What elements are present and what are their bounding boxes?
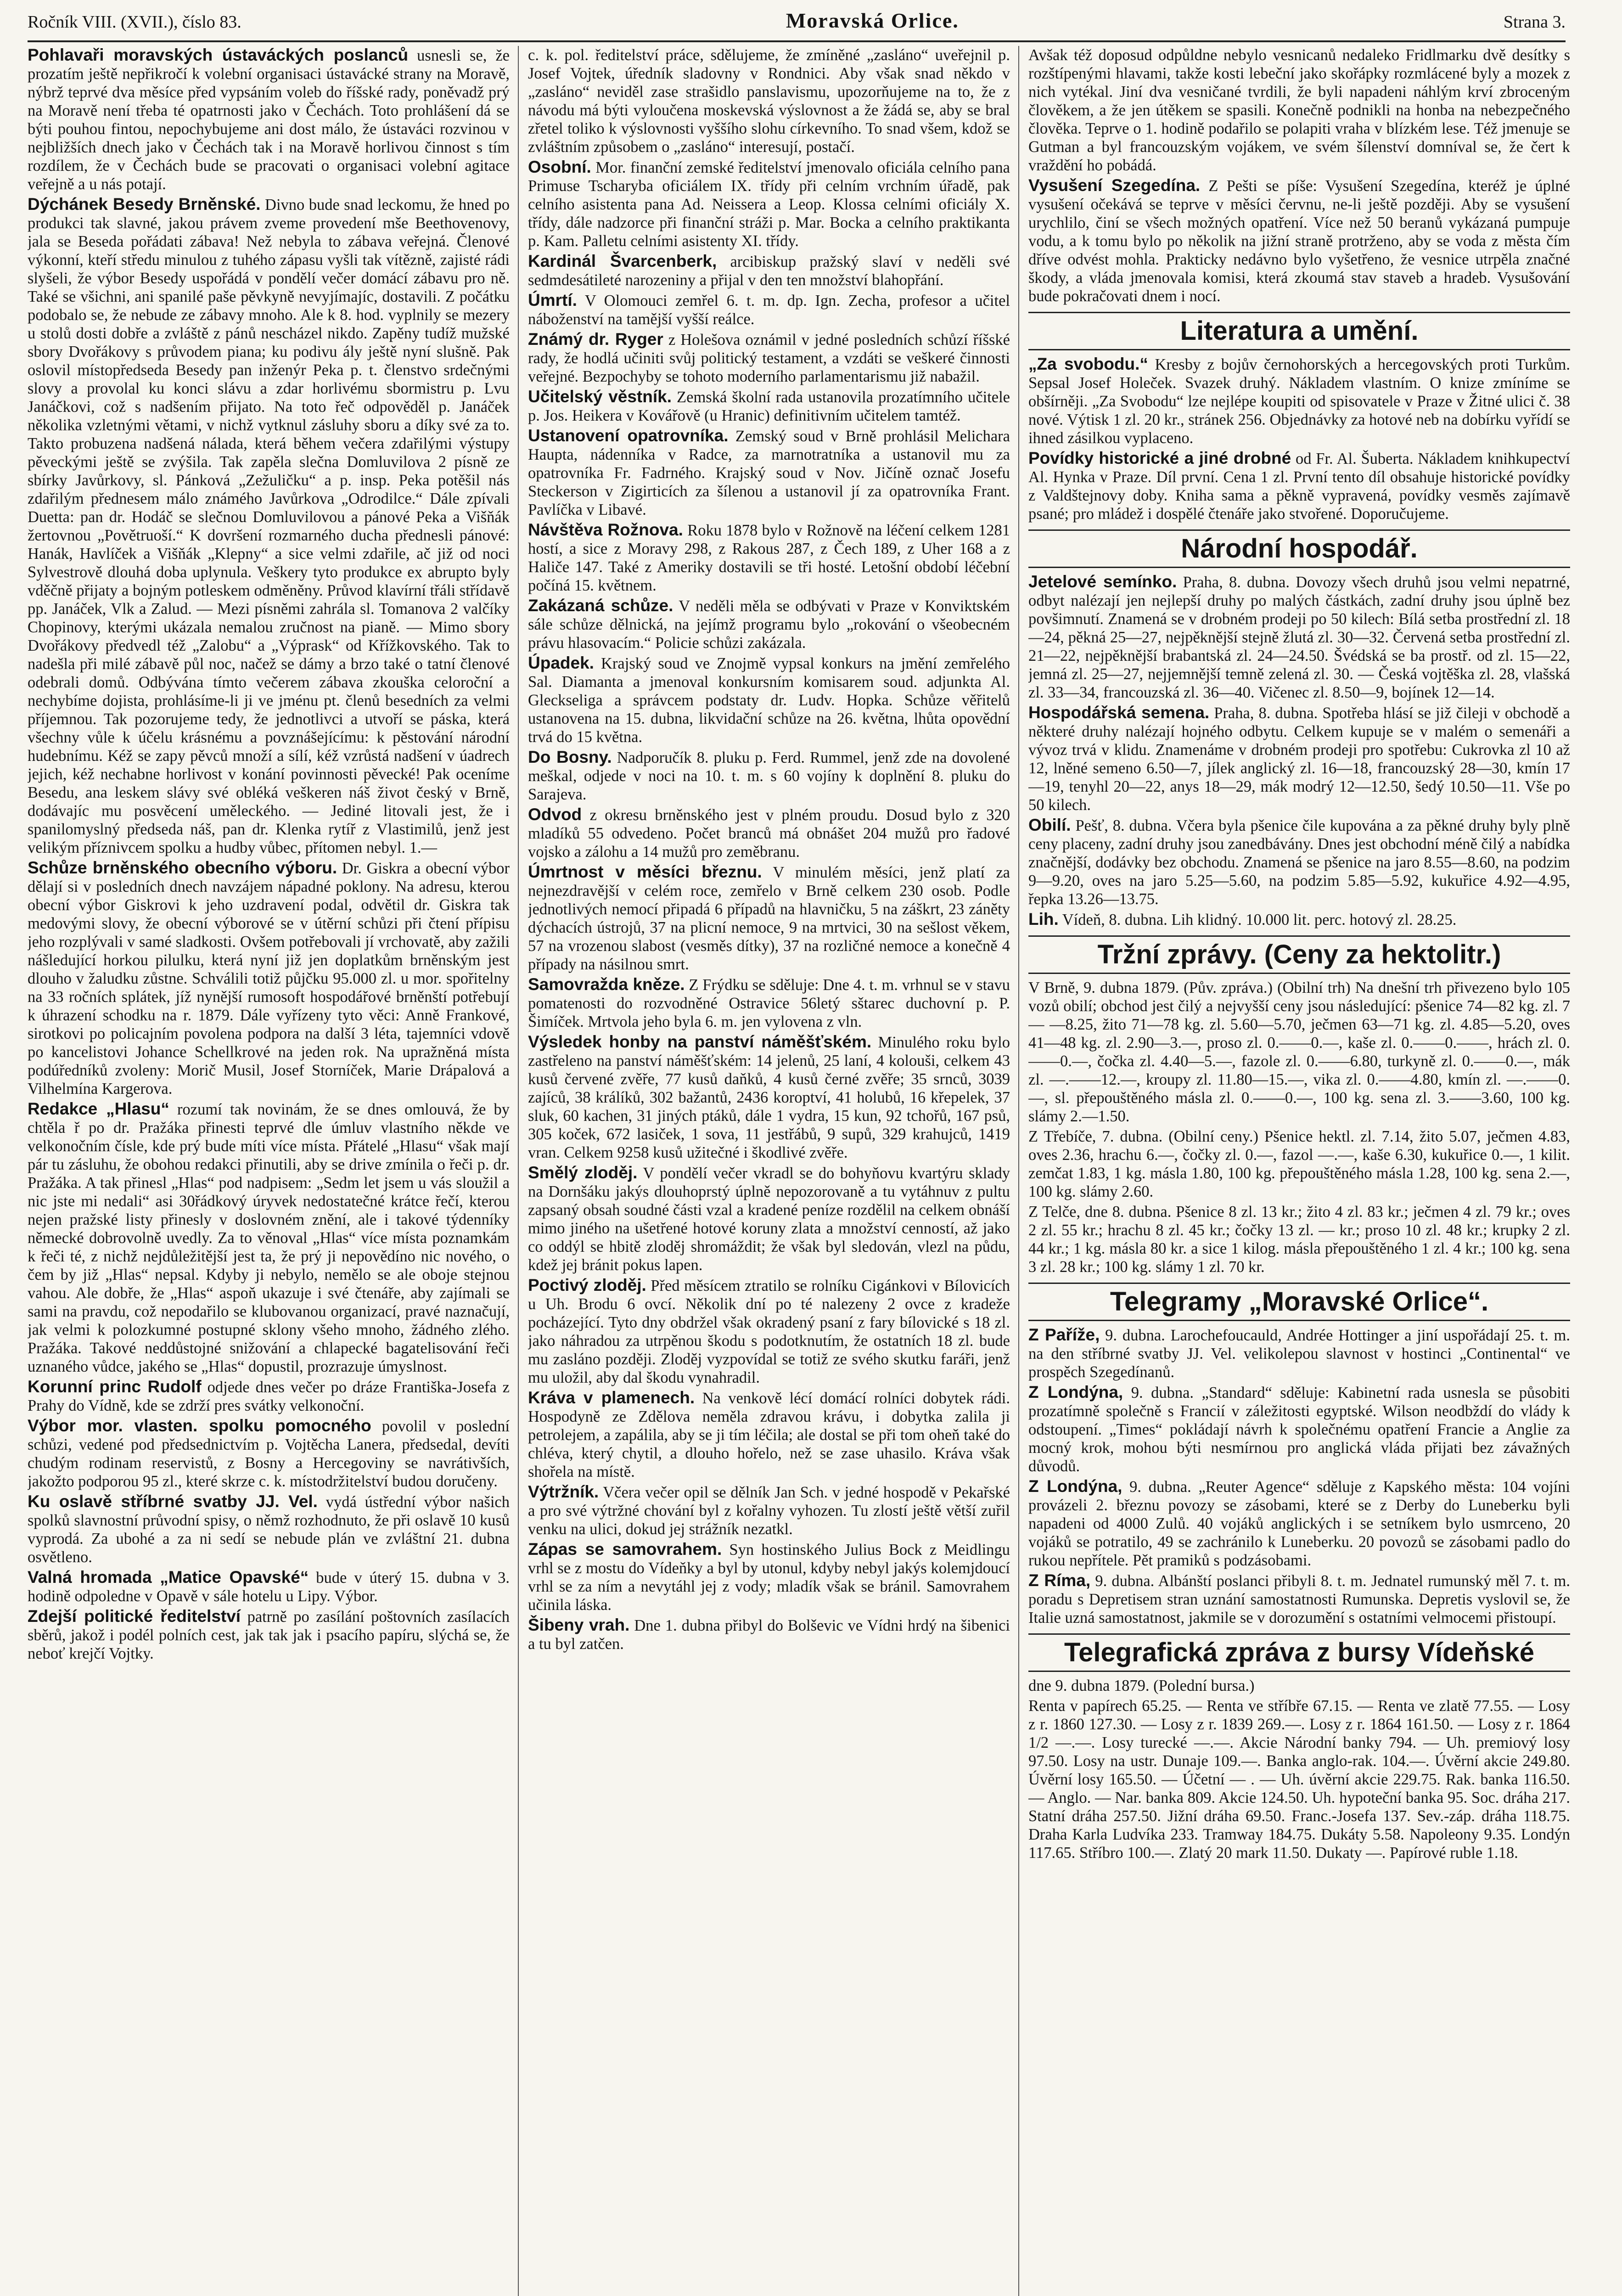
article-text: bude v úterý 15. dubna v 3. hodině odpoledne v Opavě v sále hotelu u Lipy. Výbor. — [28, 1569, 510, 1605]
article-text: vydá ústřední výbor našich spolků slavnostní průvodní spisy, o němž rozhodnuto, že při oslavě 10 kusů vyprodá. Za ubohé a za ni sedí se nebude plán ve zvláštní 21. dubna osvětleno. — [28, 1493, 510, 1566]
article-headline: Smělý zloděj. — [528, 1163, 638, 1182]
article-paragraph — [528, 291, 1010, 328]
column-3 — [1028, 46, 1570, 2296]
article-headline: Z Londýna, — [1028, 1477, 1122, 1496]
page-header — [28, 8, 1566, 36]
article-text: arcibiskup pražský slaví v neděli své sedmdesátileté narozeniny a přijal v den ten množství blahopřání. — [528, 253, 1010, 289]
article-paragraph — [1028, 816, 1570, 908]
article-headline: Učitelský věstník. — [528, 387, 672, 406]
article-text: Před měsícem ztratilo se rolníku Cigánkovi v Bílovicích u Uh. Brodu 6 ovcí. Několik dní po té nalezeny 2 ovce z kradeže pocházející. Tyto dny obdržel však okradený psaní z fary bílovické s 18 zl. jako náhradou za utrpěnou škodu s podotknutím, že ostatních 18 zl. bude mu zasláno později. Zloděj vyzpovídal se totiž ze svého skutku faráři, jenž mu uložil, aby dal škodu vynahradil. — [528, 1277, 1010, 1386]
article-headline: Kardinál Švarcenberk, — [528, 252, 717, 270]
issue-info: Ročník VIII. (XVII.), číslo 83. — [28, 12, 241, 32]
article-paragraph — [528, 1276, 1010, 1387]
article-headline: Zakázaná schůze. — [528, 596, 673, 615]
article-headline: Z Londýna, — [1028, 1383, 1123, 1401]
section-heading-markets: Tržní zprávy. (Ceny za hektolitr.) — [1028, 935, 1570, 974]
article-text: Kresby z bojův černohorských a hercegovských proti Turkům. Sepsal Josef Holeček. Svazek druhý. Nákladem vlastním. O knize zmíníme se obšírněji. „Za Svobodu“ lze nejlépe koupiti od spisovatele v Praze v Žitné ulici č. 38 nové. Výtisk 1 zl. 20 kr., stránek 256. Objednávky za hotové neb na dobírku vyřídí se ihned zásilkou vyplaceno. — [1028, 356, 1570, 447]
article-headline: Jetelové semínko. — [1028, 572, 1177, 591]
article-headline: Šibeny vrah. — [528, 1615, 630, 1634]
article-text: 9. dubna. „Reuter Agence“ sděluje z Kapského města: 104 vojíni provázeli 2. březnu povozy se zásobami, které se z Derby do Luneberku byli napadeni od 4000 Zulů. 40 vojáků anglických i se setníkem bylo usmrceno, 20 vojáků se potratilo, 49 se zachránilo k Luneberku. 20 povozů se zásobami padlo do rukou nepřítele. Pět pramiků s podzásobami. — [1028, 1478, 1570, 1569]
article-text: Krajský soud ve Znojmě vypsal konkurs na jmění zemřelého Sal. Diamanta a jmenoval konkursním komisarem soud. adjunkta Al. Gleckseliga a správcem podstaty dr. Ludv. Hopka. Schůze věřitelů ustanovena na 15. dubna, likvidační schůze na 26. května, lhůta opovědní trvá do 15 května. — [528, 655, 1010, 746]
article-text: patrně po zasílání poštovních zasílacích sběrů, jakož i podél polních cest, jak tak jak i psacího papíru, slýchá se, že neboť krejčí Vojtky. — [28, 1608, 510, 1662]
article-paragraph — [528, 805, 1010, 861]
article-paragraph — [28, 1100, 510, 1376]
section-heading-economy: Národní hospodář. — [1028, 529, 1570, 568]
article-headline: Z Paříže, — [1028, 1325, 1100, 1344]
article-headline: Výtržník. — [528, 1482, 599, 1501]
literature-block — [1028, 355, 1570, 523]
article-paragraph — [1028, 1326, 1570, 1381]
article-paragraph — [528, 975, 1010, 1031]
column-divider — [1018, 46, 1019, 2296]
article-paragraph — [528, 1483, 1010, 1538]
article-headline: „Za svobodu.“ — [1028, 355, 1148, 373]
article-paragraph — [528, 1389, 1010, 1481]
article-headline: Úmrtí. — [528, 291, 577, 310]
article-text: Syn hostinského Julius Bock z Meidlingu vrhl se z mostu do Vídeňky a byl by utonul, kdyby nebyl jakýs kolemjdoucí vrhl se za ním a nevytáhl jej z vody; mladík však se bránil. Samovrahem učinila láska. — [528, 1541, 1010, 1614]
article-paragraph — [1028, 355, 1570, 447]
article-headline: Z Ríma, — [1028, 1571, 1091, 1590]
markets-block — [1028, 979, 1570, 1276]
telegrams-block — [1028, 1326, 1570, 1627]
article-paragraph — [1028, 910, 1570, 929]
article-text: od Fr. Al. Šuberta. Nákladem knihkupectví Al. Hynka v Praze. Díl první. Cena 1 zl. První tento díl obsahuje historické povídky z Valdštejnovy doby. Kniha sama a pěkně vypravená, povídky vesměs zajímavě psané; pro mládež i dospělé čtenáře jako stvořené. Doporučujeme. — [1028, 450, 1570, 523]
article-headline: Samovražda kněze. — [528, 975, 685, 994]
article-text: V pondělí večer vkradl se do bohyňovu kvartýru sklady na Dornšáku jakýs dlouhoprstý úplně nepozorovaně a tu vytáhnuv z pultu zapsaný obsah soudné části vzal a kradené peníze rozdělil na celkem obnáší mimo jiného na ušetřené hotové koruny zlata a množství cenností, až jako co oddýl se hbitě zloděj shromáždit; že však byl sledován, vlezl na půdu, kdež jej bránit pokus lapen. — [528, 1165, 1010, 1274]
article-text: c. k. pol. ředitelství práce, sdělujeme, že zmíněné „zasláno“ uveřejnil p. Josef Vojtek, úředník sladovny v Rondnici. Aby však snad někdo v „zasláno“ neviděl zase strašidlo panslavismu, upozorňujeme na to, že z návodu má býti vyloučena moskevská výslovnost a že žádá se, aby se bral zřetel toliko k výslovnosti vyššího slohu církevního. To snad všem, kdož se zvláštním způsobem o „zasláno“ interesují, postačí. — [528, 46, 1010, 156]
article-headline: Dýchánek Besedy Brněnské. — [28, 195, 261, 214]
article-paragraph — [1028, 1697, 1570, 1862]
article-text: Nadporučík 8. pluku p. Ferd. Rummel, jenž zde na dovolené meškal, odjede v noci na 10. t. m. s 60 vojíny k doplnění 8. pluku do Sarajeva. — [528, 749, 1010, 803]
article-paragraph — [1028, 1477, 1570, 1570]
article-text: Minulého roku bylo zastřeleno na panství náměšťském: 14 jelenů, 25 laní, 4 kolouši, celkem 43 kusů červené zvěře, 77 kusů daňků, 4 kusů černé zvěře; 35 srnců, 3039 zajíců, 38 králíků, 302 bažantů, 2436 koroptví, 41 holubů, 16 křepelek, 37 sluk, 60 kachen, 31 jiných ptáků, dále 1 vydra, 15 kun, 92 tchořů, 167 psů, 305 koček, 672 lasiček, 1 sova, 11 jestřábů, 9 supů, 329 krahujců, 1419 vran. Celkem 9258 kusů užitečné i škodlivé zvěře. — [528, 1034, 1010, 1161]
article-paragraph — [528, 1540, 1010, 1614]
article-paragraph — [1028, 1203, 1570, 1276]
article-paragraph — [528, 252, 1010, 289]
header-rule — [28, 40, 1566, 42]
article-headline: Kráva v plamenech. — [528, 1388, 695, 1407]
article-headline: Výsledek honby na panství náměšťském. — [528, 1032, 872, 1051]
article-text: Z Pešti se píše: Vysušení Szegedína, kteréž je úplné vysušení očekává se teprve v měsíci červnu, ne-li ještě později. Aby se vysušení urychlilo, činí se všech možných opatření. Více než 50 beranů vykázaná pumpuje vodu, a k tomu bylo po několik na jižní straně protrženo, aby se voda z města čím dříve odvést mohla. Prakticky nedávno bylo vyšetřeno, že vesnice utrpěla značné škody, a vláda jmenovala komisi, která zkoumá stav staveb a hradeb. Vysušování bude pokračovati dnem i nocí. — [1028, 177, 1570, 305]
article-text: V neděli měla se odbývati v Praze v Konviktském sále schůze dělnická, na jejímž programu bylo „rokování o všeobecném právu hlasovacím.“ Policie schůzi zakázala. — [528, 597, 1010, 652]
article-paragraph — [1028, 1127, 1570, 1201]
article-text: V Olomouci zemřel 6. t. m. dp. Ign. Zecha, profesor a učitel náboženství na tamější vyšší reálce. — [528, 292, 1010, 328]
article-text: Praha, 8. dubna. Spotřeba hlásí se již čileji v obchodě a některé druhy nalézají hojného odbytu. Celkem kupuje se v malém o semenáři a vývoz trvá v klidu. Znamenáme v drobném prodeji pro spotřebu: Cukrovka zl 10 až 12, lněné semeno 6.50—7, jílek anglický zl. 16—18, francouzský 28—30, kmín 17—19, tenyhl 20—22, anys 18—29, mák modrý 12—12.50, šedý 10.50—11. Vše po 50 kilech. — [1028, 704, 1570, 814]
article-text: Mor. finanční zemské ředitelství jmenovalo oficiála celního pana Primuse Tscharyba oficiálem IX. třídy při celním vrchním úřadě, pak celního asistenta pana Ad. Neissera a Leop. Klossa celními oficiály X. třídy, dále nadzorce při finanční stráži p. Mar. Bocka a celního praktikanta p. Kam. Palletu celními asistenty XI. třídy. — [528, 159, 1010, 250]
article-text: Dne 1. dubna přibyl do Bolševic ve Vídni hrdý na šibenici a tu byl zatčen. — [528, 1617, 1010, 1653]
article-headline: Vysušení Szegedína. — [1028, 176, 1201, 195]
article-paragraph — [1028, 573, 1570, 702]
article-headline: Ustanovení opatrovníka. — [528, 426, 729, 445]
article-paragraph — [1028, 46, 1570, 174]
article-headline: Obilí. — [1028, 816, 1071, 834]
article-headline: Do Bosny. — [528, 748, 612, 766]
article-paragraph — [28, 1492, 510, 1566]
article-paragraph — [28, 46, 510, 193]
section-heading-literature: Literatura a umění. — [1028, 312, 1570, 350]
article-headline: Poctivý zloděj. — [528, 1276, 646, 1294]
article-headline: Korunní princ Rudolf — [28, 1377, 202, 1396]
article-paragraph — [528, 1616, 1010, 1653]
article-text: odjede dnes večer po dráze Františka-Josefa z Prahy do Vídně, kde se zdrží pres svátky velkonoční. — [28, 1379, 510, 1414]
article-paragraph — [528, 521, 1010, 595]
article-text: Z Telče, dne 8. dubna. Pšenice 8 zl. 13 kr.; žito 4 zl. 83 kr.; ječmen 4 zl. 79 kr.; oves 2 zl. 55 kr.; hrachu 8 zl. 45 kr.; čočky 13 zl. — kr.; proso 10 zl. 48 kr.; krupky 2 zl. 44 kr.; 1 kg. másla 80 kr. a sice 1 kilog. másla přepouštěného 1 zl. 4 kr.; 100 kg. sena 3 zl. 28 kr.; 100 kg. slámy 1 zl. 70 kr. — [1028, 1203, 1570, 1276]
article-paragraph — [28, 859, 510, 1098]
article-paragraph — [528, 427, 1010, 519]
article-text: z okresu brněnského jest v plném proudu. Dosud bylo z 320 mladíků 55 odvedeno. Počet branců má obnášet 204 mužů pro řadové vojsko a zálohu a 14 mužů pro zeměbranu. — [528, 806, 1010, 861]
article-headline: Odvod — [528, 805, 582, 824]
article-paragraph — [528, 158, 1010, 250]
column-divider — [518, 46, 519, 2296]
article-paragraph — [28, 1607, 510, 1663]
article-paragraph — [528, 46, 1010, 156]
article-paragraph — [1028, 979, 1570, 1125]
economy-block — [1028, 573, 1570, 929]
article-headline: Zdejší politické ředitelství — [28, 1607, 241, 1626]
article-text: Roku 1878 bylo v Rožnově na léčení celkem 1281 hostí, a sice z Moravy 298, z Rakous 287, z Čech 189, z Uher 168 a z Haliče 147. Také z Ameriky dostavili se tři hosté. Letošní období léčební počíná 15. květnem. — [528, 522, 1010, 594]
article-text: 9. dubna. Larochefoucauld, Andrée Hottinger a jiní uspořádají 25. t. m. na den stříbrné svatby JJ. Vel. velikolepou slavnost v hostinci „Continental“ ve prospěch Szegedínanů. — [1028, 1327, 1570, 1381]
article-headline: Ku oslavě stříbrné svatby JJ. Vel. — [28, 1492, 318, 1511]
article-text: Praha, 8. dubna. Dovozy všech druhů jsou velmi nepatrné, odbyt nalézají jen nejlepší druhy po malých částkách, zadní druhy jsou úplně bez povšimnutí. Znamená se v drobném prodeji po 50 kilech: Bílá setba prostřední zl. 18—24, pěkná 25—27, nejpěknější stejně žlutá zl. 30—32. Červená setba prostřední zl. 21—22, nejpěknější brabantská zl. 24—24.50. Švédská se ba prostř. od zl. 15—22, jemná zl. 25—27, nejjemnější temně zelená zl. 30. — Česká vojtěška zl. 28, vlašská zl. 33—34, francouzská zl. 36—40. Vičenec zl. 8.50—9, bojínek 12—14. — [1028, 574, 1570, 701]
article-text: V Brně, 9. dubna 1879. (Pův. zpráva.) (Obilní trh) Na dnešní trh přivezeno bylo 105 vozů obilí; obchod jest čilý a nejvyšší ceny jsou následující: pšenice 74—82 kg. zl. 7 — —8.25, žito 71—78 kg. zl. 5.60—5.70, ječmen 63—71 kg. zl. 4.85—5.20, oves 41—48 kg. zl. 2.90—3.—, proso zl. 0.——0.—, kaše zl. 0.——0.——, hrách zl. 0.——0.—, čočka zl. 4.40—5.—, fazole zl. 0.——6.80, turkyně zl. 0.——0.—, mák zl. —.——12.—, kroupy zl. 11.80—15.—, vika zl. 0.——4.80, kmín zl. —.——0.—, sl. přepouštěného másla zl. 0.——0.—, 100 kg. sena zl. 3.——3.60, 100 kg. slámy 2.—1.50. — [1028, 979, 1570, 1125]
article-text: povolil v poslední schůzi, vedené pod předsednictvím p. Vojtěcha Lanera, předsedal, devíti chudým rodinam reservistů, z Bosny a Hercegoviny se navrátivších, jakožto podporou 95 zl., které skrze c. k. místodržitelství budou doručeny. — [28, 1418, 510, 1490]
bourse-block — [1028, 1677, 1570, 1862]
article-text: z Holešova oznámil v jedné posledních schůzí říšské rady, že hodlá učiniti svůj politický testament, a vzdáti se veškeré činnosti veřejné. Bezpochyby se tohoto moderního parlamentarismu již nabažil. — [528, 331, 1010, 385]
article-paragraph — [528, 330, 1010, 386]
article-paragraph — [528, 1033, 1010, 1162]
article-paragraph — [28, 195, 510, 857]
article-paragraph — [528, 597, 1010, 652]
column-1 — [28, 46, 510, 2296]
article-text: V minulém měsíci, jenž platí za nejnezdravější v celém roce, zemřelo v Brně celkem 230 osob. Podle jednotlivých nemocí připadá 6 případů na hlavničku, 5 na záškrt, 23 záněty dýchacích ústrojů, 37 na plicní nemoce, 9 na mrtvici, 30 na sešlost věkem, 57 na vrozenou slabost (vesměs dítky), 37 na rozličné nemoce a konečně 4 případy na násilnou smrt. — [528, 864, 1010, 973]
article-paragraph — [28, 1378, 510, 1415]
article-headline: Výbor mor. vlasten. spolku pomocného — [28, 1416, 371, 1435]
section-heading-telegrams: Telegramy „Moravské Orlice“. — [1028, 1283, 1570, 1321]
article-headline: Valná hromada „Matice Opavské“ — [28, 1568, 309, 1587]
article-headline: Zápas se samovrahem. — [528, 1540, 722, 1559]
article-headline: Návštěva Rožnova. — [528, 520, 683, 539]
article-headline: Známý dr. Ryger — [528, 330, 663, 349]
article-paragraph — [28, 1417, 510, 1491]
article-text: Dr. Giskra a obecní výbor dělají si v posledních dnech navzájem nápadné poklony. Na adresu, kterou obecní výbor Giskrovi k jeho uzdravení podal, odvětil dr. Giskra tak medovými slovy, že obecní výborové se v útěrní schůzi při čtení přípisu jeho rozplývali v samé sladkosti. Ovšem potřebovali jí vrchovatě, aby zažili nášledující horkou pilulku, která nyní již jen doplatkům brněnským jest dlouho v žaludku zůstne. Schválili totiž půjčku 95.000 zl. u mor. spořitelny na 33 ročních splátek, jíž nynější rumosoft hospodářové brněnští potřebují k úhrazení schodku na r. 1879. Dále vyřízeny tyto věci: Anně Frankové, sirotkovi po policajním povolena podpora na další 3 léta, tajemníci vdově po kancelistovi Johance Schellkrové na jeden rok. Na upražněná místa podúředníků zvoleny: Morič Musil, Josef Storníček, Marie Drápalová a Vilhelmína Kargerova. — [28, 860, 510, 1097]
article-paragraph — [528, 748, 1010, 804]
article-paragraph — [528, 1164, 1010, 1274]
article-paragraph — [528, 388, 1010, 425]
article-text: Včera večer opil se dělník Jan Sch. v jedné hospodě v Pekařské a pro své výtržné chování byl z kořalny vyhozen. Tu zlostí ještě větší zuřil venku na ulici, dokud jej strážník nezatkl. — [528, 1484, 1010, 1538]
article-text: Zemská školní rada ustanovila prozatímního učitele p. Jos. Heikera v Kovářově (u Hranic) definitivním učitelem tamtéž. — [528, 388, 1010, 424]
article-headline: Pohlavaři moravských ústaváckých poslanců — [28, 46, 409, 64]
article-headline: Hospodářská semena. — [1028, 703, 1210, 722]
news-block — [1028, 46, 1570, 305]
article-paragraph — [1028, 1677, 1570, 1695]
article-headline: Úpadek. — [528, 653, 594, 672]
article-text: Pešť, 8. dubna. Včera byla pšenice čile kupována a za pěkné druhy byly plně ceny placeny, zadní druhy jsou zanedbávány. Dnes jest obchodní méně čilý a nabídka značnější, dodávky bez obchodu. Znamená se pšenice na jaro 8.55—8.60, na podzim 9—9.20, oves na jaro 5.25—5.60, na podzim 5.85—5.92, kukuřice 4.92—4.95, řepka 13.26—13.75. — [1028, 817, 1570, 908]
article-paragraph — [1028, 449, 1570, 523]
article-paragraph — [1028, 1383, 1570, 1475]
article-headline: Povídky historické a jiné drobné — [1028, 449, 1291, 467]
article-headline: Redakce „Hlasu“ — [28, 1099, 169, 1118]
article-paragraph — [528, 654, 1010, 746]
article-headline: Úmrtnost v měsíci březnu. — [528, 862, 762, 881]
article-text: Zemský soud v Brně prohlásil Melichara Haupta, nádenníka v Radce, za marnotratníka a ustanovil mu za opatrovníka Fr. Fadrného. Krajský soud v Nov. Jičíně označ Josefu Steckerson v Zigirticích za šílenou a ustanovil jí za opatrovníka Frant. Pavlíčka v Libavé. — [528, 428, 1010, 518]
article-paragraph — [1028, 703, 1570, 814]
article-text: Divno bude snad leckomu, že hned po produkci tak slavné, jakou právem zveme provedení mše Beethovenovy, jala se Beseda pořádati zábava! Než nebyla to zábava veřejná. Členové výkonní, kteří středu minulou z tuhého zápasu vyšli tak vítězně, zajisté rádi slyšeli, že výbor Besedy uspořádá v pondělí večer domácí zábavu pro ně. Také se všichni, ani spanilé paše pěvkyně nevyjímajíc, dostavili. Z počátku podobalo se, že nebude ze zábavy mnoho. Ale k 8. hod. vyplnily se mezery u stolů dosti dobře a zvláště z pánů nescházel nikdo. Zapěny tudíž mužské sbory Dvořákovy s průvodem piana; ku podivu ály ještě nyní slušně. Pak oslovil místopředseda Besedy pan inženýr Peka p. t. členstvo srdečnými slovy a provolal ku konci slávu a zdar horlivému sbormistru p. Lvu Janáčkovi, což s nadšením přijato. Na toto řeč odpověděl p. Janáček několika vzletnými větami, v nichž vytknul zásluhy sboru a díky své za to. Takto probuzena nadšená nálada, která během večera zdařilými výstupy pěveckými ještě se zvýšila. Tak zapěla slečna Domluvilova 2 písně ze sbírky Javůrkovy, sl. Pánková „Zežuličku“ a p. insp. Peka potěšil nás zdařilým přednesem málo známého Javůrkova „Odrodilce.“ Dále zpívali Duetta: pan dr. Hodáč se slečnou Domluvilovou a pánové Peka a Višňák žertovnou „Povětruoší.“ K dovršení rozmarného ducha přednesli pánové: Hanák, Havlíček a Višňák „Klepny“ a sice velmi zdařile, ač již od noci Sylvestrově dlouhá doba uplynula. Veškery tyto produkce ex abrupto byly vděčně přijaty a bojným potleskem odměněny. Průvod klavírní třáli střídavě pp. Janáček, Vlk a Zalud. — Mezi písněmi zahrála sl. Tomanova 2 valčíky Chopinovy, kterými ukázala nemalou zručnost na pianě. — Mimo sbory Dvořákovy předvedl též „Zalobu“ a „Výprask“ od Křížkovského. Tak to nadešla při milé zábavě půl noc, načež se dámy a brzo také o tatní členové odebrali domů. Odbývána tímto večerem zábava zkouška celoroční a nechybíme dojista, prohlásíme-li ji ve jménu pt. členů besedních za velmi příjemnou. Tak pozorujeme tedy, že jednotlivci a utvoří se páska, která všechny vůle k účelu krásnému a povznášejícímu: k pěstování národní hudebnímu. Kéž se zapy pěvců množí a sílí, kéž vzrůstá nadšení v úadrech jejich, kéž nechabne horlivost v konání povinnosti pěvecké! Pak oceníme Besedu, ana leskem slávy své obléká veškeren náš život český v Brně, dodávajíc mu posvěcení uměleckého. — Jediné litovali jest, že i spanilomyslný předseda náš, pan dr. Klenka rytíř z Vlastimilů, jenž jest velikým příznivcem spolku a hudby vůbec, přítomen nebyl. 1.— — [28, 196, 510, 856]
article-headline: Schůze brněnského obecního výboru. — [28, 858, 337, 877]
article-text: rozumí tak novinám, že se dnes omlouvá, že by chtěla ř po dr. Pražáka přinesti teprvé dle úmluv vlastního někde ve velkonočním čísle, kde prý bude míti více místa. Přátelé „Hlasu“ však mají pár tu zásluhu, že obohou redakci přinutili, aby se drive zmínila o řeči p. dr. Pražáka. A tak přinesl „Hlas“ pod nadpisem: „Sedm let jsem u vás sloužil a nic jste mi nedali“ asi 30řádkový úryvek nedostatečné krátce řečí, kterou nejen pražské listy přinesly v doslovném znění, ale i takové týdenníky německé dobrovolně uvedly. Za to věnoval „Hlas“ více místa poznamkám k řeči té, z nichž nejdůležitější jest ta, že prý ji nepovědíno nic nového, o čem by již „Hlas“ nepsal. Kdyby ji nebylo, nemělo se ale oboje stejnou vahou. Ale dobře, že „Hlas“ aspoň ukazuje i své čtenáře, aby zajímali se sami na pravdu, což nepodařilo se klubovanou organizací, pravé naznačují, jak velmi k polozkumné postupné sklony všeho mnoho, žádného zlého. Pražáka. Takové neddůstojné snižování a chlapecké bagatelisování řeči uznaného vůdce, jakého se „Hlas“ dopustil, prozrazuje úmyslnost. — [28, 1101, 510, 1375]
newspaper-title: Moravská Orlice. — [786, 9, 959, 32]
article-paragraph — [28, 1568, 510, 1605]
article-text: Renta v papírech 65.25. — Renta ve stříbře 67.15. — Renta ve zlatě 77.55. — Losy z r. 1860 127.30. — Losy z r. 1839 269.—. Losy z r. 1864 161.50. — Losy z r. 1864 1/2 —.—. Losy turecké —.—. Akcie Národní banky 794. — Uh. premiový losy 97.50. Losy na ustr. Dunaje 109.—. Banka anglo-rak. 104.—. Úvěrní akcie 249.80. Úvěrní losy 165.50. — Účetní — . — Uh. úvěrní akcie 229.75. Rak. banka 116.50. — Anglo. — Nar. banka 809. Akcie 124.50. Uh. hypoteční banka 95. Soc. dráha 217. Statní dráha 257.50. Jižní dráha 69.50. Franc.-Josefa 137. Sev.-záp. dráha 118.75. Draha Karla Ludvíka 233. Tramway 184.75. Dukáty 5.58. Napoleony 9.35. Londýn 117.65. Stříbro 100.—. Zlatý 20 mark 11.50. Dukaty —. Papírové ruble 1.18. — [1028, 1697, 1570, 1862]
article-text: Vídeň, 8. dubna. Lih klidný. 10.000 lit. perc. hotový zl. 28.25. — [1058, 911, 1457, 929]
article-text: Z Třebíče, 7. dubna. (Obilní ceny.) Pšenice hektl. zl. 7.14, žito 5.07, ječmen 4.83, oves 2.36, hrachu 6.—, čočky zl. 0.—, fazol —.—, kaše 6.30, kukuřice 0.—, 1 kilit. zemčat 1.83, 1 kg. másla 1.80, 100 kg. přepouštěného másla 1.28, 100 kg. sena 2.—, 100 kg. slámy 2.60. — [1028, 1128, 1570, 1200]
column-2 — [528, 46, 1010, 2296]
article-text: dne 9. dubna 1879. (Polední bursa.) — [1028, 1677, 1255, 1694]
article-paragraph — [1028, 176, 1570, 305]
article-text: 9. dubna. Albánští poslanci přibyli 8. t. m. Jednatel rumunský měl 7. t. m. poradu s Depretisem stran uznání samostatnosti Rumunska. Depretis vyslovil se, že Italie uzná samostatnost, jakmile se v dorozumění s ostatními velmocemi přistoupí. — [1028, 1572, 1570, 1626]
article-headline: Lih. — [1028, 910, 1059, 929]
article-text: Na venkově lécí domácí rolníci dobytek rádi. Hospodyně ze Zdělova neměla zdravou krávu, i dobytka zalila ji petrolejem, a zapálila, aby se ji tím léčila; ale dostal se při tom oheň také do chléva, který chytil, a dlouho hořelo, než se zase uhasilo. Kráva však shořela na místě. — [528, 1390, 1010, 1480]
page-number: Strana 3. — [1503, 12, 1566, 32]
article-text: usnesli se, že prozatím ještě nepřikročí k volební organisaci ústavácké strany na Moravě, nýbrž teprvé dva měsíce před vypsáním voleb do říšské rady, poněvadž prý na Moravě není třeba té opatrnosti jako v Čechách. Toto prohlášení dá se býti pouhou fintou, nepochybujeme ani dost málo, že ústaváci rozvinou v nejbližších dnech jako v Čechách tak i na Moravě horlivou činnost s tím rozdílem, že v Čechách bude se pracovati o organisaci volební agitace veřejně a u nás potají. — [28, 47, 510, 193]
article-paragraph — [1028, 1571, 1570, 1627]
article-text: 9. dubna. „Standard“ sděluje: Kabinetní rada usnesla se působiti prozatímně společně s Francií v záležitosti egyptské. Wilson neodbždí do vlády k odstoupení. „Times“ pokládají návrh k společnému opatření Francie a Anglie za mocný krok, mohou býti nesmírnou pro anglická vláda přijati bez závažných důvodů. — [1028, 1384, 1570, 1475]
article-headline: Osobní. — [528, 158, 591, 176]
article-text: Z Frýdku se sděluje: Dne 4. t. m. vrhnul se v stavu pomatenosti do rozvodněné Ostravice 56letý sštarec duchovní p. P. Šimíček. Mrtvola jeho byla 6. m. jen vylovena z vln. — [528, 976, 1010, 1030]
section-heading-bourse: Telegrafická zpráva z bursy Vídeňské — [1028, 1633, 1570, 1672]
article-paragraph — [528, 863, 1010, 974]
article-text: Avšak též doposud odpůldne nebylo vesnicanů nedaleko Fridlmarku dvě desítky s rozštípenými hlavami, takže kosti lebeční jako skořápky rozmlácené byly a mozek z nich vytékal. Jiní dva vesničané tvrdili, že byli napadeni náhlým krví zbroceným člověkem, a že jen útěkem se spasili. Konečně podnikli na honba na nebezpečného člověka. Teprve o 1. hodině podařilo se polapiti vraha v blízkém lese. Též jmenuje se Gutman a byl francouzským vojákem, ve svém šílenství domníval se, že čert k vraždění ho pobádá. — [1028, 46, 1570, 174]
